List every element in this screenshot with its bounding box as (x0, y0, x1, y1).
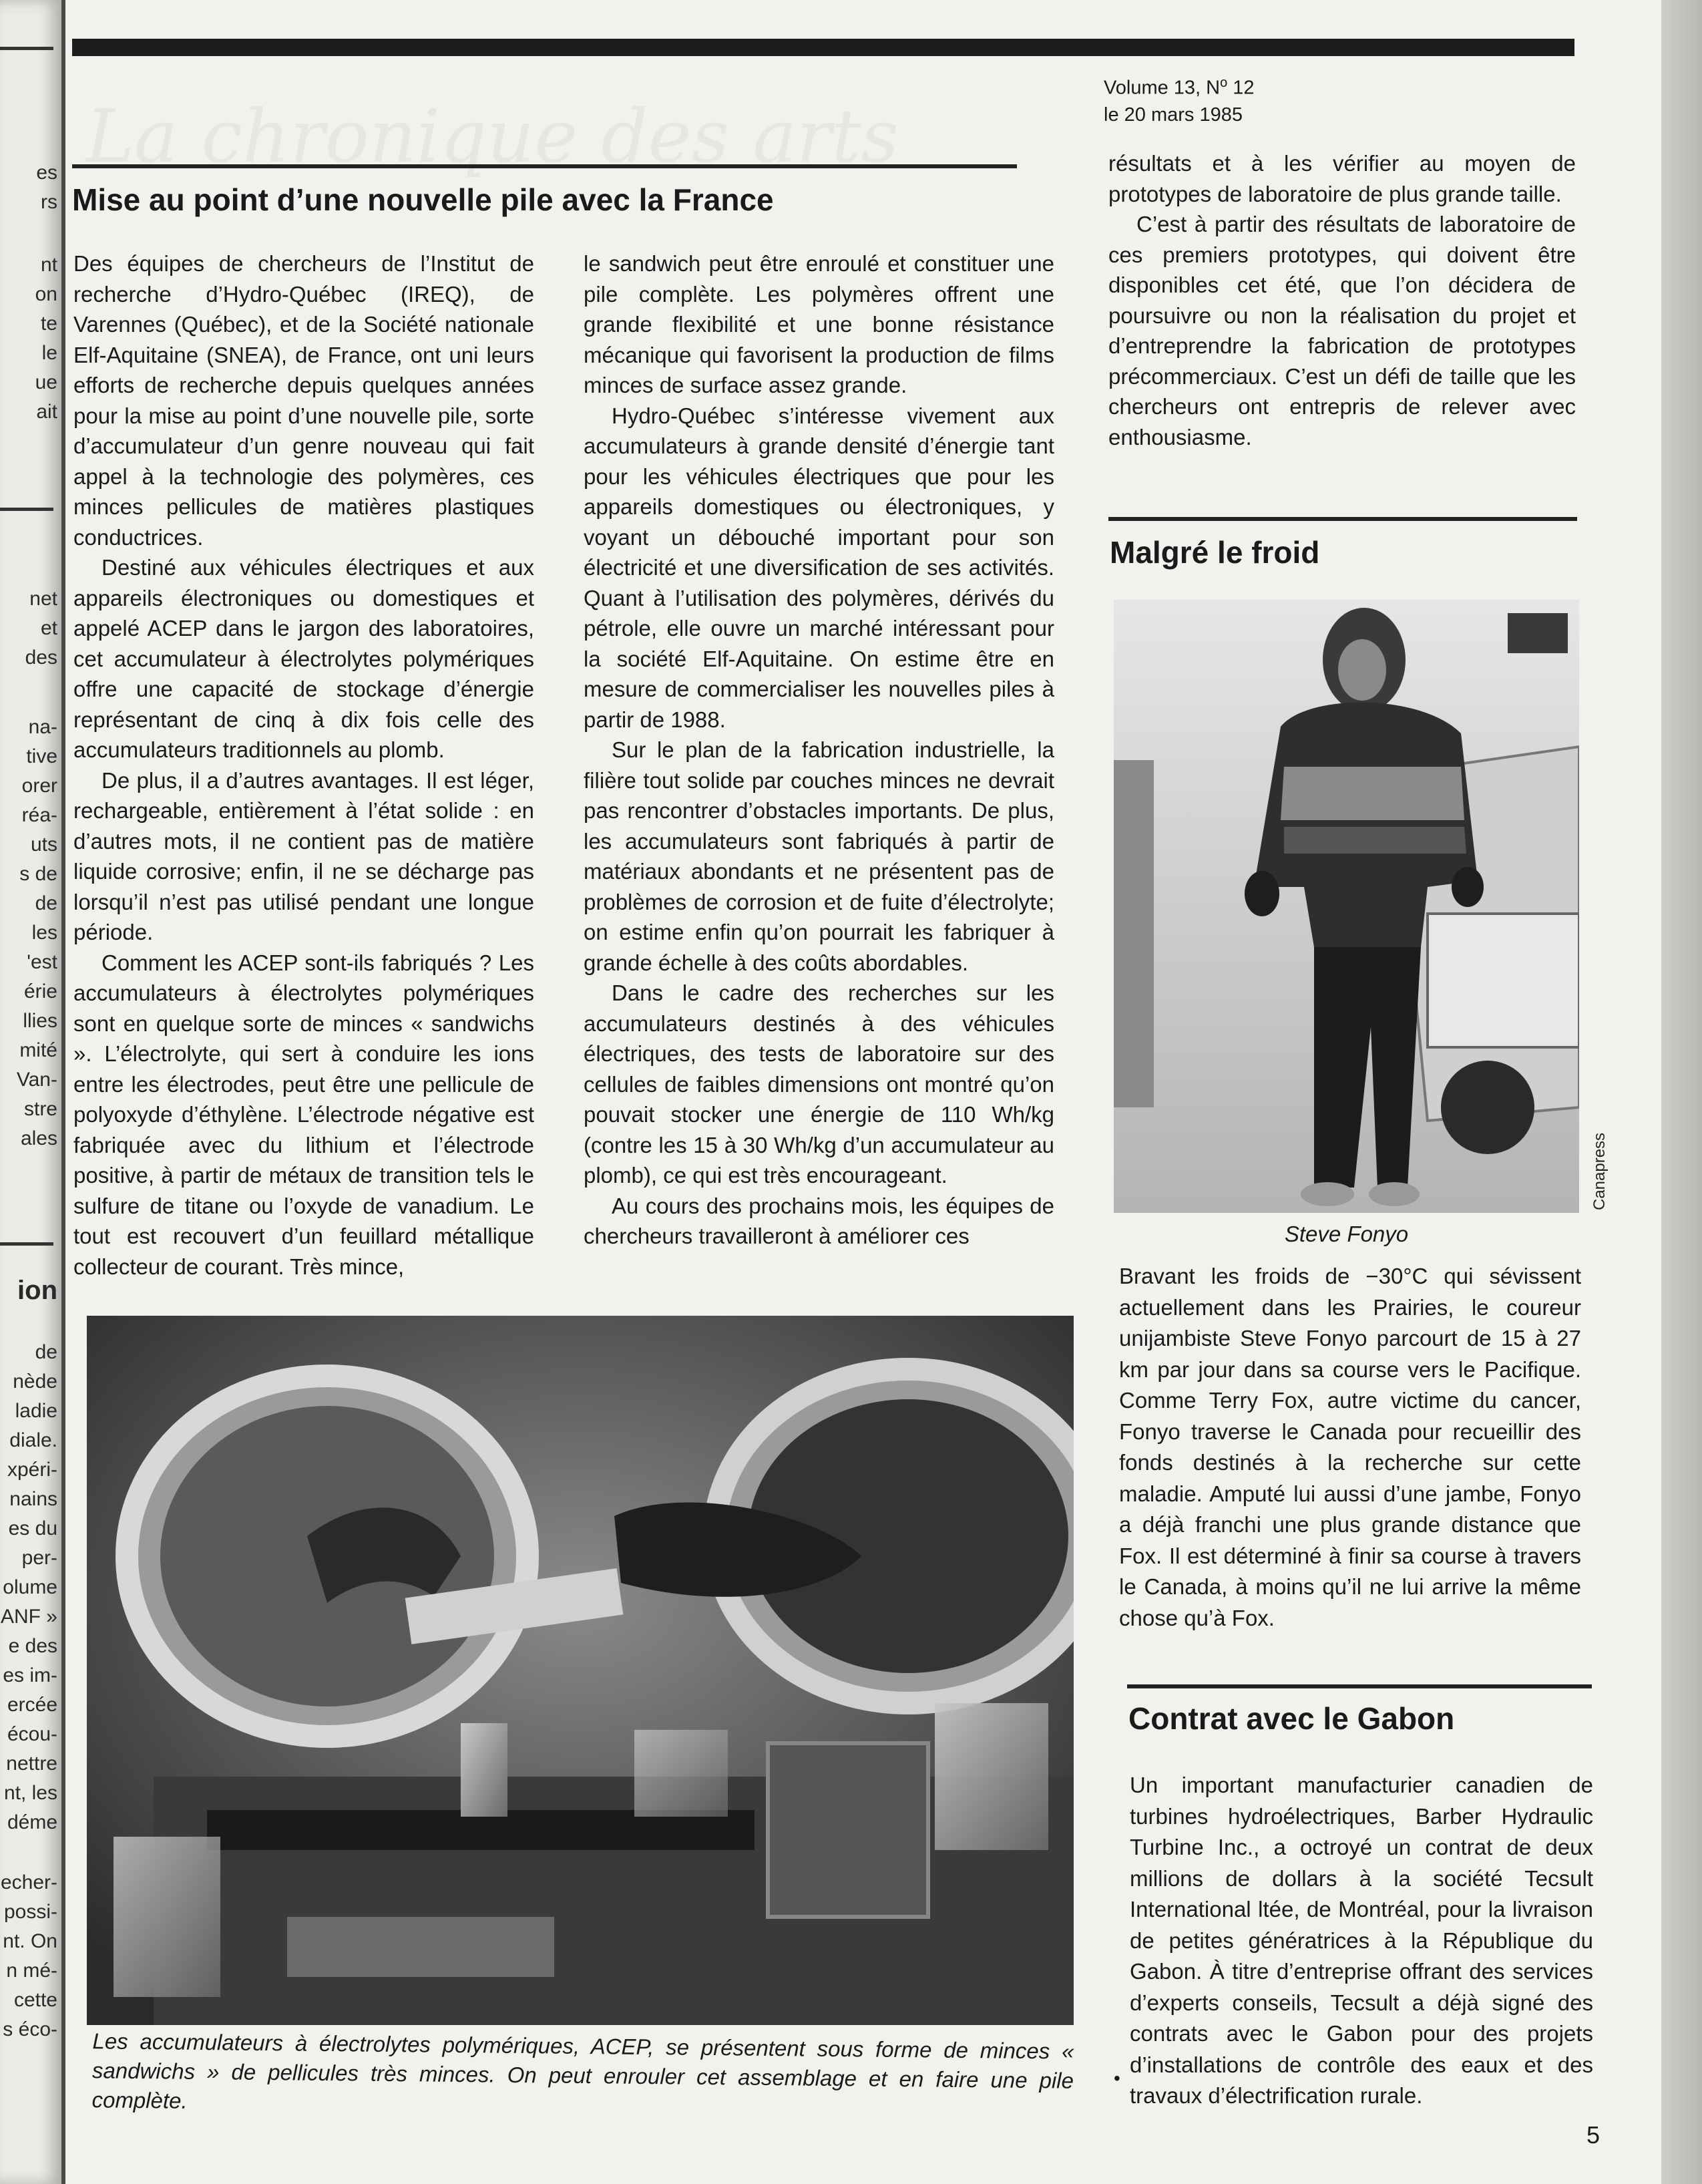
photo-credit: Canapress (1590, 1132, 1609, 1210)
paragraph: Sur le plan de la fabrication industrielle, la filière tout solide par couches minces ne devrait pas rencontrer d’obstacles importants. De plus, les accumulateurs sont fabriqués à partir de matériaux abondants et ne présentent pas de problèmes de corrosion et de fuite d’électrolyte; on estime enfin qu’on pourrait les fabriquer à grande échelle à des coûts abordables. (584, 737, 1054, 975)
paragraph: Comment les ACEP sont-ils fabriqués ? Les accumulateurs à électrolytes polymériques sont en quelque sorte de minces « sandwichs ». L’électrolyte, qui sert à conduire les ions entre les électrodes, peut être une pellicule de polyoxyde d’éthylène. L’électrode négative est fabriquée avec du lithium et l’électrode positive, à partir de métaux de transition tels le sulfure de titane ou l’oxyde de vanadium. Le tout est recouvert d’un feuillard métallique collecteur de courant. Très mince, (73, 950, 534, 1279)
left-page-text-fragment: rs (41, 191, 57, 213)
left-page-text-fragment: te (40, 313, 57, 335)
left-page-text-fragment: réa- (21, 804, 57, 826)
left-page-text-fragment: n mé- (6, 1960, 57, 1982)
left-page-text-fragment: ladie (15, 1400, 57, 1422)
paragraph: C’est à partir des résultats de laboratoire de ces premiers prototypes, qui doivent être disponibles cet été, que l’on décidera de poursuivre ou non la réalisation du projet et d’entreprendre la fabrication de prototypes précommerciaux. C’est un défi de taille que les chercheurs ont entrepris de relever avec enthousiasme. (1108, 212, 1576, 449)
paragraph: Des équipes de chercheurs de l’Institut de recherche d’Hydro-Québec (IREQ), de Varennes (Québec), et de la Société nationale Elf-Aquitaine (SNEA), de France, ont uni leurs efforts de recherche depuis quelques années pour la mise au point d’une nouvelle pile, sorte d’accumulateur d’un genre nouveau qui fait appel à la technologie des polymères, ces minces pellicules de matières plastiques conductrices. (73, 251, 534, 550)
left-page-text-fragment: de (35, 1341, 57, 1363)
paragraph: Un important manufacturier canadien de turbines hydroélectriques, Barber Hydraulic Turbine Inc., a octroyé un contrat de deux millions de dollars à la société Tecsult International ltée, de Montréal, pour la livraison de petites génératrices à la République du Gabon. À titre d’entreprise offrant des services d’experts conseils, Tecsult a déjà signé des contrats avec le Gabon pour des projets d’installations de contrôle des eaux et des travaux d’électrification rurale. (1130, 1773, 1593, 2108)
paragraph: Au cours des prochains mois, les équipes de chercheurs travailleront à améliorer ces (584, 1193, 1054, 1248)
article3-body (1130, 1770, 1593, 2112)
article2-rule (1108, 517, 1577, 521)
left-page-text-fragment: écou- (7, 1723, 57, 1745)
left-page-text-fragment: ANF » (0, 1606, 57, 1628)
left-page-text-fragment: echer- (0, 1871, 57, 1893)
left-page-text-fragment: et (40, 617, 57, 639)
article3-title: Contrat avec le Gabon (1128, 1701, 1455, 1736)
bullet-mark: • (1114, 2068, 1120, 2088)
issue-number-sup: o (1220, 75, 1228, 90)
paragraph: Bravant les froids de −30°C qui sévissent actuellement dans les Prairies, le coureur unijambiste Steve Fonyo parcourt de 15 à 27 km par jour dans sa course vers le Pacifique. Comme Terry Fox, autre victime du cancer, Fonyo traverse le Canada pour recueillir des fonds destinés à la recherche sur cette maladie. Amputé lui aussi d’une jambe, Fonyo a déjà franchi une plus grande distance que Fox. Il est déterminé à finir sa course à travers le Canada, à moins qu’il ne lui arrive la même chose qu’à Fox. (1119, 1264, 1581, 1630)
left-page-text-fragment: nt, les (3, 1782, 57, 1804)
issue-volume: Volume 13, N (1104, 77, 1221, 99)
left-page-text-fragment: des (25, 647, 57, 669)
article3-rule (1127, 1684, 1592, 1688)
previous-page-edge (0, 0, 65, 2184)
left-page-text-fragment: tive (26, 745, 57, 767)
issue-number: 12 (1227, 77, 1255, 99)
left-page-text-fragment: na- (28, 716, 57, 738)
left-page-rule (0, 1242, 53, 1246)
runner-photo-caption: Steve Fonyo (1284, 1222, 1409, 1246)
article1-rule (72, 164, 1017, 168)
left-page-text-fragment: de (35, 892, 57, 914)
left-page-text-fragment: es (36, 162, 57, 184)
glovebox-photo-illustration (87, 1316, 1074, 2025)
left-page-rule (0, 508, 53, 511)
left-page-text-fragment: es du (8, 1517, 57, 1539)
article1-column-1 (73, 248, 534, 1282)
runner-photo (1114, 600, 1579, 1213)
left-page-text-fragment: olume (3, 1576, 57, 1598)
left-page-text-fragment: nettre (6, 1753, 57, 1775)
left-page-text-fragment: le (41, 342, 57, 364)
runner-photo-illustration (1114, 600, 1579, 1213)
left-page-text-fragment: déme (7, 1811, 57, 1833)
article2-title: Malgré le froid (1110, 535, 1320, 570)
left-page-text-fragment: es im- (3, 1664, 57, 1686)
left-page-text-fragment: xpéri- (7, 1459, 57, 1481)
article1-column-3 (1108, 148, 1576, 452)
magazine-page (65, 0, 1661, 2184)
left-page-text-fragment: on (35, 283, 57, 305)
paragraph: résultats et à les vérifier au moyen de prototypes de laboratoire de plus grande taille. (1108, 151, 1576, 206)
left-page-text-fragment: 'est (27, 951, 57, 973)
left-page-text-fragment: ait (36, 401, 57, 423)
left-page-text-fragment: nains (9, 1488, 57, 1510)
left-page-text-fragment: nt. On (3, 1930, 57, 1952)
article1-column-2 (584, 248, 1054, 1252)
left-page-text-fragment: possi- (3, 1901, 57, 1923)
left-page-text-fragment: net (29, 588, 57, 610)
left-page-text-fragment: érie (23, 980, 57, 1003)
left-page-rule (0, 47, 53, 50)
left-page-text-fragment: les (31, 922, 57, 944)
paragraph: le sandwich peut être enroulé et constituer une pile complète. Les polymères offrent une grande flexibilité et une bonne résistance mécanique qui favorisent la production de films minces de surface assez grande. (584, 251, 1054, 397)
issue-info (1104, 69, 1255, 128)
paragraph: Destiné aux véhicules électriques et aux appareils électroniques ou domestiques et appelé ACEP dans le jargon des laboratoires, cet accumulateur à électrolytes polymériques offre une capacité de stockage d’énergie représentant de cinq à dix fois celle des accumulateurs traditionnels au plomb. (73, 555, 534, 762)
glovebox-photo-caption: Les accumulateurs à électrolytes polymériques, ACEP, se présentent sous forme de minces « sandwichs » de pellicules très minces. On peut enrouler cet assemblage et en faire une pile complète. (91, 2028, 1074, 2113)
paragraph: Hydro-Québec s’intéresse vivement aux accumulateurs à grande densité d’énergie tant pour les véhicules électriques que pour les appareils domestiques ou électroniques, y voyant un débouché important pour son électricité et une diversification de ses activités. Quant à l’utilisation des polymères, dérivés du pétrole, elle ouvre un marché intéressant pour la société Elf-Aquitaine. On estime être en mesure de commercialiser les nouvelles piles à partir de 1988. (584, 403, 1054, 732)
left-page-text-fragment: e des (8, 1635, 57, 1657)
article2-body (1119, 1261, 1581, 1634)
left-page-text-fragment: ue (35, 371, 57, 393)
left-page-text-fragment: per- (21, 1547, 57, 1569)
left-page-text-fragment: llies (23, 1010, 57, 1032)
left-page-text-fragment: cette (13, 1989, 57, 2011)
page-number: 5 (1586, 2121, 1601, 2149)
issue-date: le 20 mars 1985 (1104, 104, 1243, 126)
left-page-text-fragment: nède (13, 1371, 57, 1393)
glovebox-photo (87, 1316, 1074, 2025)
header-bar (72, 39, 1574, 56)
paragraph: De plus, il a d’autres avantages. Il est léger, rechargeable, entièrement à l’état solide : en d’autres mots, il ne contient pas de matière liquide corrosive; enfin, il ne se décharge pas lorsqu’il n’est pas utilisé pendant une longue période. (73, 767, 534, 944)
left-page-text-fragment: diale. (9, 1429, 57, 1451)
paragraph: Dans le cadre des recherches sur les accumulateurs destinés à des véhicules électriques, des tests de laboratoire sur des cellules de faibles dimensions ont montré qu’on pouvait stocker une énergie de 110 Wh/kg (contre les 15 à 30 Wh/kg d’un accumulateur au plomb), ce qui est très encourageant. (584, 980, 1054, 1188)
left-page-text-fragment: orer (21, 775, 57, 797)
left-page-text-fragment: stre (23, 1098, 57, 1120)
page-stack-edge (1661, 0, 1702, 2184)
left-page-text-fragment: ales (20, 1127, 57, 1149)
left-page-text-fragment: mité (19, 1039, 57, 1061)
left-page-text-fragment: s de (19, 863, 57, 885)
left-page-text-fragment: s éco- (3, 2018, 57, 2040)
left-page-text-fragment: ion (17, 1276, 57, 1305)
left-page-text-fragment: uts (30, 834, 57, 856)
left-page-text-fragment: Van- (16, 1069, 57, 1091)
article1-title: Mise au point d’une nouvelle pile avec la France (72, 182, 774, 217)
left-page-text-fragment: nt (40, 254, 57, 276)
left-page-text-fragment: ercée (7, 1694, 57, 1716)
